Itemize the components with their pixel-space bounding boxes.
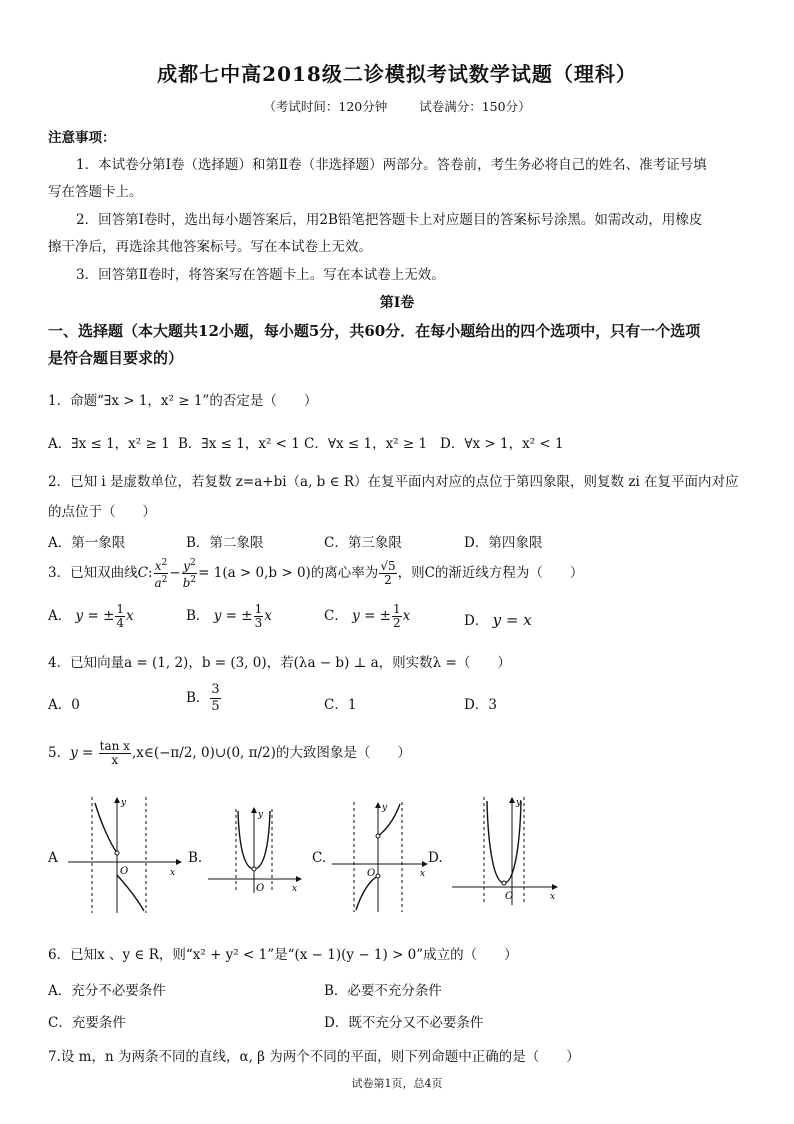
graph-c-y-label: y [382,803,388,813]
q3-curve: C [137,565,148,581]
q3-c-frac [392,603,402,630]
q4-b-frac [210,682,220,715]
note-3: 3．回答第Ⅱ卷时，将答案写在答题卡上。写在本试卷上无效。 [76,267,445,283]
q3-c-num: 1 [393,602,401,616]
exam-info [0,97,794,115]
graph-a-origin: O [120,866,129,877]
q3-frac-y: $\frac{y^2}{b^2}$ [182,558,197,590]
q3-ecc-num: √5 [380,559,396,573]
q3-a-frac [115,603,125,630]
q1-stem: 1．命题“∃x > 1，x² ≥ 1”的否定是（ ） [48,393,318,409]
note-1-line-1: 1．本试卷分第Ⅰ卷（选择题）和第Ⅱ卷（非选择题）两部分。答卷前，考生务必将自己的姓名、准考证号填 [76,157,707,173]
q2-option-b: B．第二象限 [186,535,264,551]
q6-option-a: A．充分不必要条件 [48,983,166,999]
q3-a-num: 1 [116,602,125,616]
q5-func-num: tan x [99,739,130,753]
q3-ecc-den: 2 [384,573,392,587]
page-footer: 试卷第1页，总4页 [351,1077,443,1090]
q3-pre: 3．已知双曲线 [48,565,138,581]
q6-option-d: D．既不充分又不必要条件 [324,1015,484,1031]
graph-b-y-label: y [258,810,264,820]
graph-a-y-label: y [121,798,127,808]
q1-option-a: A．∃x ≤ 1，x² ≥ 1 [48,436,170,452]
q3-option-c: C． y = ± $\frac{1}{2}$ x [324,602,411,630]
q3-option-a: A． y = ± $\frac{1}{4}$ x [48,602,134,630]
q3-b-den: 3 [254,616,263,630]
q2-option-d: D．第四象限 [464,535,543,551]
q3-d-label: D． [464,613,489,629]
q3-post: ，则C的渐近线方程为（ ） [397,565,584,581]
graph-c-origin: O [367,868,376,879]
q3-frac-x: $\frac{x^2}{a^2}$ [154,558,168,590]
exam-time: （考试时间：120分钟 [263,99,388,114]
q6-option-b: B．必要不充分条件 [324,983,442,999]
q3-stem: 3．已知双曲线C: $\frac{x^2}{a^2}$ − $\frac{y^2}{b^2}$ = 1(a > 0,b > 0)的离心率为 $\frac{√5}{2}$ ，则C的渐近线方程为（ ） [48,558,584,590]
q2-option-a: A．第一象限 [48,535,126,551]
q4-stem: 4．已知向量a = (1, 2)，b = (3, 0)，若(λa − b) ⊥ a，则实数λ =（ ） [48,655,511,671]
note-1-line-2: 写在答题卡上。 [48,184,143,200]
graph-b-origin: O [256,883,265,894]
q1-option-b: B．∃x ≤ 1，x² < 1 [178,436,300,452]
q4-option-b [186,682,222,715]
q3-b-num: 1 [254,602,263,616]
q3-b-label: B． [186,608,210,624]
graph-c-x-label: x [420,869,426,879]
graph-d-origin: O [505,891,514,902]
q3-eccentricity [379,560,396,587]
graph-d-label: D. [428,850,443,866]
q3-a-label: A． [48,608,72,624]
graph-b-label: B. [188,850,203,866]
graph-d-y-label: y [516,798,522,808]
full-score: 试卷满分：150分） [419,99,531,114]
q4-b-den: 5 [211,699,220,714]
q1-option-c: C．∀x ≤ 1，x² ≥ 1 [304,436,428,452]
section-1-line-2: 是符合题目要求的） [48,349,184,367]
graph-c-label: C. [312,850,327,866]
graph-a-label: A [48,850,58,866]
graph-a [68,795,180,915]
q5-func [99,740,131,767]
q4-option-d: D．3 [464,697,497,713]
q2-option-c: C．第三象限 [324,535,402,551]
graph-c [332,800,432,915]
q3-cond: = 1(a > 0,b > 0)的离心率为 [198,565,379,581]
note-2-line-2: 擦干净后，再选涂其他答案标号。写在本试卷上无效。 [48,239,372,255]
q4-option-a: A．0 [48,697,80,713]
q4-b-label: B． [186,690,210,706]
q2-line-1: 2．已知 i 是虚数单位，若复数 z=a+bi（a, b ∈ R）在复平面内对应的点位于第四象限，则复数 zi 在复平面内对应 [48,474,739,490]
q5-stem: 5．y = $\frac{\text{tan x}}{x}$ ,x∈(−π/2, 0)∪(0, π/2)的大致图象是（ ） [48,739,411,767]
part-1-title: 第Ⅰ卷 [379,295,415,311]
q2-line-2: 的点位于（ ） [48,504,156,520]
q5-func-den: x [111,753,119,767]
q4-option-c: C．1 [324,697,357,713]
graph-b [208,805,303,895]
page-title: 成都七中高2018级二诊模拟考试数学试题（理科） [157,62,637,86]
graph-a-x-label: x [170,868,176,878]
q5-domain: ,x∈(−π/2, 0)∪(0, π/2) [131,745,276,761]
section-1-line-1: 一、选择题（本大题共12小题，每小题5分，共60分．在每小题给出的四个选项中，只有一个选项 [48,322,701,340]
q6-stem: 6．已知x 、y ∈ R，则“x² + y² < 1”是“(x − 1)(y − 1) > 0”成立的（ ） [48,947,518,963]
q5-pre: 5． [48,745,71,761]
q5-post: 的大致图象是（ ） [275,745,411,761]
q4-b-num: 3 [211,682,220,697]
q3-d-expr: y = x [492,611,532,629]
q3-b-frac [254,603,264,630]
graph-d [452,795,562,910]
section-1-heading [48,318,758,372]
q3-a-den: 4 [116,616,125,630]
notes-heading: 注意事项： [48,130,116,146]
note-2-line-1: 2．回答第Ⅰ卷时，选出每小题答案后，用2B铅笔把答题卡上对应题目的答案标号涂黑。如需改动，用橡皮 [76,212,703,228]
q3-option-b: B． y = ± $\frac{1}{3}$ x [186,602,272,630]
graph-b-x-label: x [292,884,298,894]
q7-stem: 7.设 m，n 为两条不同的直线，α, β 为两个不同的平面，则下列命题中正确的是（ ） [48,1049,580,1065]
q3-option-d [464,609,532,629]
q6-option-c: C．充要条件 [48,1015,126,1031]
q3-c-label: C． [324,608,348,624]
q1-option-d: D．∀x > 1，x² < 1 [440,436,564,452]
graph-d-x-label: x [550,892,556,902]
q3-c-den: 2 [393,616,401,630]
